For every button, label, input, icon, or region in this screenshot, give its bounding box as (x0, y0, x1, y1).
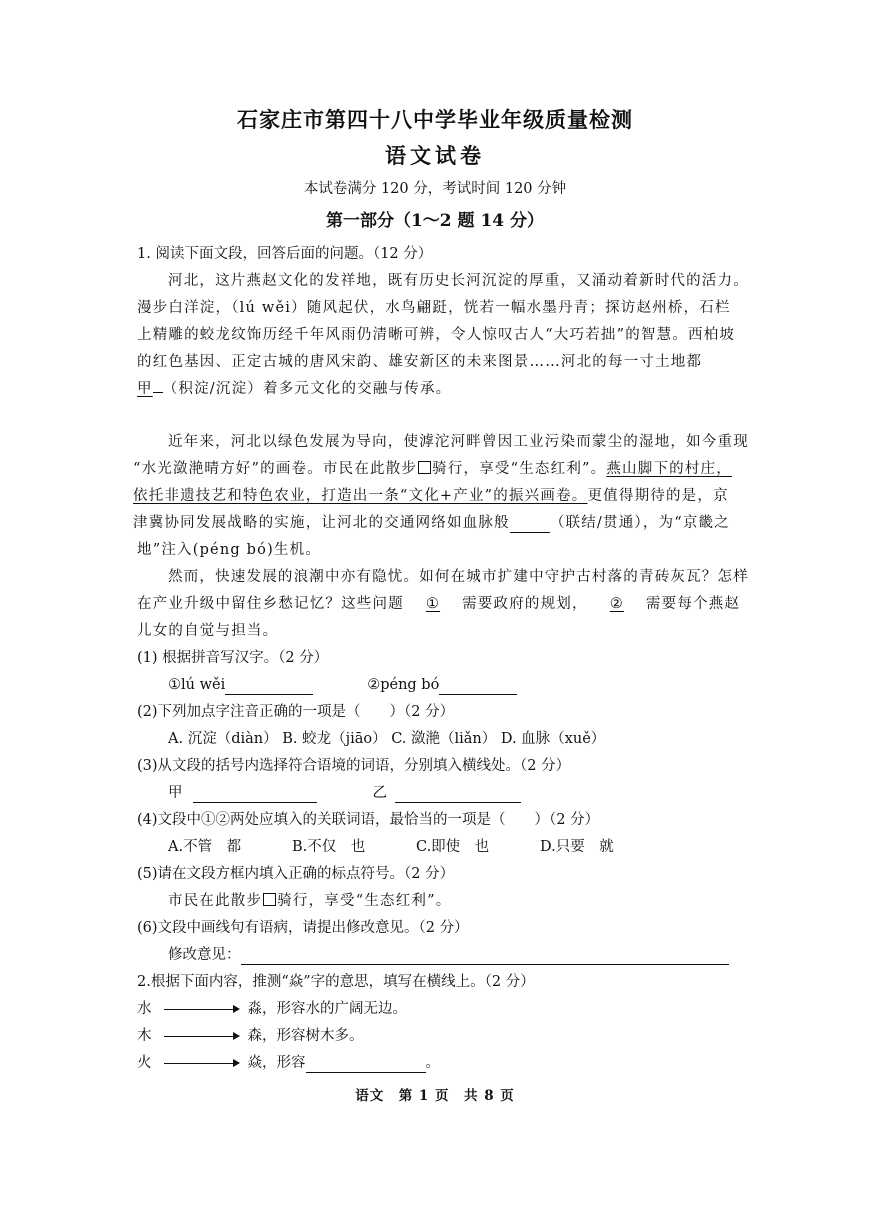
q1-p3-line1: 然而，快速发展的浪潮中亦有隐忧。如何在城市扩建中守护古村落的青砖灰瓦？怎样 (168, 569, 749, 585)
answer-blank-yi[interactable] (395, 786, 521, 803)
q1-p2-line1: 近年来，河北以绿色发展为导向，使滹沱河畔曾因工业污染而蒙尘的湿地，如今重现 (168, 434, 749, 450)
q1-p1-line1: 河北，这片燕赵文化的发祥地，既有历史长河沉淀的厚重，又涌动着新时代的活力。 (168, 273, 749, 289)
q1-p1-line5 (137, 379, 451, 399)
underlined-sentence-end: 依托非遗技艺和特色农业，打造出一条“文化+产业”的振兴画卷。 (133, 488, 588, 504)
q1-p2-line4: 津冀协同发展战略的实施，让河北的交通网络如血脉般 （联结/贯通），为“京畿之 (133, 515, 730, 531)
blank-1: ① (425, 596, 441, 612)
subject-title: 语文试卷 (385, 143, 485, 168)
subq-1: (1) 根据拼音写汉字。（2 分） (137, 650, 329, 666)
subq-3: (3)从文段的括号内选择符合语境的词语，分别填入横线处。（2 分） (137, 758, 571, 774)
subq-5: (5)请在文段方框内填入正确的标点符号。（2 分） (137, 866, 455, 882)
q1-p1-line5-text: （积淀/沉淀）着多元文化的交融与传承。 (162, 381, 452, 397)
subq-4-options: A.不管 都 B.不仅 也 C.即使 也 D.只要 就 (168, 839, 614, 855)
q1-p3-line3: 儿女的自觉与担当。 (137, 623, 279, 639)
q1-p2-line5: 地”注入(péng bó)生机。 (137, 542, 322, 558)
q1-p2-line3: 依托非遗技艺和特色农业，打造出一条“文化+产业”的振兴画卷。更值得期待的是，京 (133, 488, 729, 504)
q2-row-water: 水 淼，形容水的广阔无边。 (137, 1001, 407, 1017)
blank-yi (510, 516, 550, 533)
section-heading: 第一部分（1～2 题 14 分） (325, 211, 545, 231)
subq-2-options: A. 沉淀（diàn） B. 蛟龙（jiāo） C. 潋滟（liǎn） D. 血脉（xuě） (168, 731, 606, 747)
arrow-icon (164, 1001, 240, 1017)
answer-blank-yan[interactable] (306, 1056, 426, 1073)
answer-blank-revision[interactable] (241, 948, 729, 965)
q1-p2-line2: “水光潋滟晴方好”的画卷。市民在此散步 骑行，享受“生态红利”。燕山脚下的村庄， (133, 461, 732, 477)
blank-2: ② (609, 596, 624, 612)
q1-p3-line2: 在产业升级中留住乡愁记忆？这些问题 ① 需要政府的规划， ② 需要每个燕赵 (137, 596, 741, 612)
q1-p1-line4: 的红色基因、正定古城的唐风宋韵、雄安新区的未来图景……河北的每一寸土地都 (137, 354, 703, 370)
punct-box-answer[interactable] (263, 893, 276, 906)
answer-blank-pengbo[interactable] (439, 678, 517, 695)
subq-6: (6)文段中画线句有语病，请提出修改意见。（2 分） (137, 920, 469, 936)
exam-title: 石家庄市第四十八中学毕业年级质量检测 (237, 107, 633, 132)
exam-info: 本试卷满分 120 分，考试时间 120 分钟 (303, 181, 567, 197)
arrow-icon (164, 1055, 240, 1071)
subq-4: (4)文段中①②两处应填入的关联词语，最恰当的一项是（ ）（2 分） (137, 812, 600, 828)
answer-blank-jia[interactable] (193, 786, 317, 803)
q1-stem: 1. 阅读下面文段，回答后面的问题。（12 分） (137, 246, 433, 262)
page-footer: 语文 第 1 页 共 8 页 (355, 1088, 515, 1104)
subq-5-sentence: 市民在此散步 骑行，享受“生态红利”。 (168, 893, 452, 909)
subq-1-answers: ①lú wěi ②péng bó (168, 675, 517, 695)
blank-jia: 甲 (137, 381, 153, 397)
q2-row-wood: 木 森，形容树木多。 (137, 1028, 364, 1044)
q1-p1-line3: 上精雕的蛟龙纹饰历经千年风雨仍清晰可辨，令人惊叹古人“大巧若拙”的智慧。西柏坡 (137, 327, 736, 343)
underlined-sentence-start: 燕山脚下的村庄， (606, 461, 732, 477)
q2-row-fire: 火 焱，形容 。 (137, 1055, 440, 1071)
arrow-icon (164, 1028, 240, 1044)
subq-6-answer: 修改意见： (168, 945, 729, 965)
subq-2: (2)下列加点字注音正确的一项是（ ）（2 分） (137, 704, 455, 720)
punct-box (418, 461, 431, 474)
answer-blank-luwei[interactable] (225, 678, 313, 695)
subq-3-answers: 甲 乙 (168, 783, 521, 803)
q2-stem: 2.根据下面内容，推测“焱”字的意思，填写在横线上。（2 分） (137, 974, 535, 990)
q1-p1-line2: 漫步白洋淀，（lú wěi）随风起伏，水鸟翩跹，恍若一幅水墨丹青；探访赵州桥，石栏 (137, 300, 731, 316)
